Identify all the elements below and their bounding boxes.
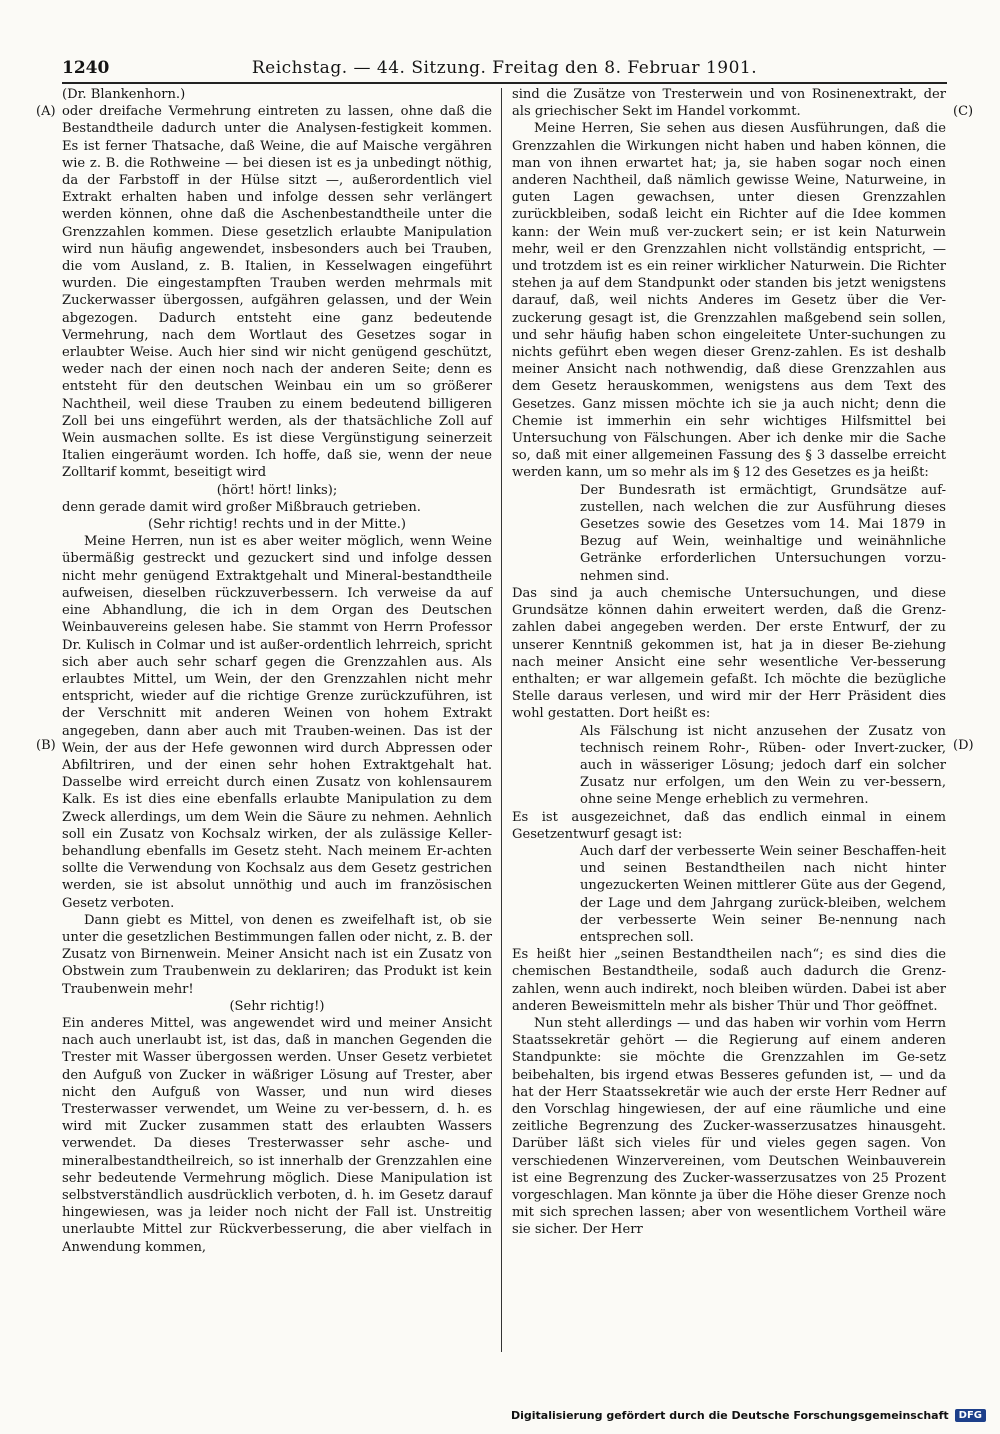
- paragraph: sind die Zusätze von Tresterwein und von Rosinenextrakt, der als griechischer Sekt im Handel vorkommt.: [512, 87, 946, 120]
- column-divider: [501, 88, 502, 1352]
- margin-mark-d: (D): [953, 738, 974, 753]
- margin-mark-b: (B): [36, 738, 56, 753]
- interjection: (Sehr richtig! rechts und in der Mitte.): [148, 517, 406, 533]
- paragraph: Meine Herren, nun ist es aber weiter möglich, wenn Weine übermäßig gestreckt und gezuckert sind und infolge dessen nicht mehr genügend Extraktgehalt und Mineral-bestandtheile aufweisen, dieselben rückzuverbessern. Ich verweise da auf eine Abhandlung, die ich in dem Organ des Deutschen Weinbauvereins gelesen habe. Sie stammt von Herrn Professor Dr. Kulisch in Colmar und ist außer-ordentlich lehrreich, spricht sich aber auch sehr scharf gegen die Grenzzahlen aus. Als erlaubtes Mittel, um Wein, der den Grenzzahlen nicht mehr entspricht, wieder auf die richtige Grenze zurückzuführen, ist der Verschnitt mit anderen Weinen von hohem Extrakt angegeben, dann aber auch mit Trauben-weinen. Das ist der Wein, der aus der Hefe gewonnen wird durch Abpressen oder Abfiltriren, und der einen sehr hohen Extraktgehalt hat. Dasselbe wird erreicht durch einen Zusatz von kohlensaurem Kalk. Es ist dies eine ebenfalls erlaubte Manipulation zu dem Zweck allerdings, um dem Wein die Säure zu nehmen. Aehnlich soll ein Zusatz von Kochsalz wirken, der als zulässige Keller-behandlung ebenfalls im Gesetz steht. Nach meinem Er-achten sollte die Verwendung von Kochsalz aus dem Gesetz gestrichen werden, sie ist absolut unnöthig und auch im französischen Gesetz verboten.: [62, 534, 492, 911]
- page-header: [62, 58, 947, 84]
- margin-mark-a: (A): [36, 104, 56, 119]
- paragraph: Nun steht allerdings — und das haben wir vorhin vom Herrn Staatssekretär gehört — die Regierung auf einem anderen Standpunkte: sie möchte die Grenzzahlen im Ge-setz beibehalten, bis irgend etwas Besseres gefunden ist, — und da hat der Herr Staatssekretär wie auch der erste Herr Redner auf den Vorschlag hingewiesen, der auf eine räumliche und eine zeitliche Begrenzung des Zucker-wasserzusatzes hinausgeht. Darüber läßt sich vieles für und vieles gegen sagen. Von verschiedenen Winzervereinen, vom Deutschen Weinbauverein ist eine Begrenzung des Zucker-wasserzusatzes von 25 Prozent vorgeschlagen. Man könnte ja über die Höhe dieser Grenze noch mit sich sprechen lassen; aber von wesentlichem Vortheil wäre sie sicher. Der Herr: [512, 1015, 946, 1238]
- quotation: Auch darf der verbesserte Wein seiner Beschaffen-heit und seinen Bestandtheilen nach nicht hinter ungezuckerten Weinen mittlerer Güte aus der Gegend, der Lage und dem Jahrgang zurück-bleiben, welchem der verbesserte Wein seiner Be-nennung nach entsprechen soll.: [580, 843, 946, 945]
- paragraph: Dann giebt es Mittel, von denen es zweifelhaft ist, ob sie unter die gesetzlichen Bestimmungen fallen oder nicht, z. B. der Zusatz von Birnenwein. Meiner Ansicht nach ist ein Zusatz von Obstwein zum Traubenwein zu deklariren; das Produkt ist kein Traubenwein mehr!: [62, 912, 492, 997]
- paragraph: Meine Herren, Sie sehen aus diesen Ausführungen, daß die Grenzzahlen die Wirkungen nicht haben und haben können, die man von ihnen erwartet hat; ja, sie haben sogar noch einen anderen Nachtheil, daß nämlich gewisse Weine, Naturweine, in guten Lagen gewachsen, unter diesen Grenzzahlen zurückbleiben, sodaß leicht ein Richter auf die Idee kommen kann: der Wein muß ver-zuckert sein; er ist kein Naturwein mehr, weil er den Grenzzahlen nicht vollständig entspricht, — und trotzdem ist es ein reiner wirklicher Naturwein. Die Richter stehen ja auf dem Standpunkt oder standen bis jetzt wenigstens darauf, daß, weil nichts Anderes im Gesetz über die Ver-zuckerung gesagt ist, die Grenzzahlen maßgebend sein sollen, und sehr häufig haben schon eingeleitete Unter-suchungen zu nichts geführt eben wegen dieser Grenz-zahlen. Es ist deshalb meiner Ansicht nach nothwendig, daß diese Grenzzahlen aus dem Gesetz herauskommen, wenigstens aus dem Text des Gesetzes. Ganz missen möchte ich sie ja auch nicht; denn die Chemie ist immerhin ein sehr wichtiges Hilfsmittel bei Untersuchung von Fälschungen. Aber ich denke mir die Sache so, daß mit einer allgemeinen Fassung des § 3 dasselbe erreicht werden kann, um so mehr als im § 12 des Gesetzes es ja heißt:: [512, 121, 946, 481]
- left-column: [62, 86, 492, 1256]
- margin-mark-c: (C): [953, 104, 974, 119]
- dfg-logo: DFG: [955, 1409, 986, 1422]
- quotation: Als Fälschung ist nicht anzusehen der Zusatz von technisch reinem Rohr-, Rüben- oder Invert-zucker, auch in wässeriger Lösung; jedoch darf ein solcher Zusatz nur erfolgen, um den Wein zu ver-bessern, ohne seine Menge erheblich zu vermehren.: [580, 723, 946, 808]
- paragraph: denn gerade damit wird großer Mißbrauch getrieben.: [62, 499, 421, 515]
- quotation: Der Bundesrath ist ermächtigt, Grundsätze auf-zustellen, nach welchen die zur Ausführung dieses Gesetzes sowie des Gesetzes vom 14. Mai 1879 in Bezug auf Wein, weinhaltige und weinähnliche Getränke erforderlichen Untersuchungen vorzu-nehmen sind.: [580, 482, 946, 584]
- interjection: (hört! hört! links);: [216, 482, 338, 498]
- paragraph: oder dreifache Vermehrung eintreten zu lassen, ohne daß die Bestandtheile dadurch unter die Analysen-festigkeit kommen. Es ist ferner Thatsache, daß Weine, die auf Maische vergähren wie z. B. die Rothweine — bei diesen ist es ja unbedingt nöthig, da der Farbstoff in der Hülse sitzt —, außerordentlich viel Extrakt erhalten haben und infolge dessen sehr verlängert werden können, ohne daß die Aschenbestandtheile unter die Grenzzahlen kommen. Diese gesetzlich erlaubte Manipulation wird nun häufig angewendet, insbesonders auch bei Trauben, die vom Ausland, z. B. Italien, in Kesselwagen eingeführt wurden. Die eingestampften Trauben werden mehrmals mit Zuckerwasser übergossen, aufgähren gelassen, und der Wein abgezogen. Dadurch entsteht eine ganz bedeutende Vermehrung, nach dem Wortlaut des Gesetzes sogar in erlaubter Weise. Auch hier sind wir nicht genügend geschützt, weder nach der einen noch nach der anderen Seite; denn es entsteht für den deutschen Weinbau ein um so größerer Nachtheil, weil diese Trauben zu einem bedeutend billigeren Zoll bei uns eingeführt werden, als der thatsächliche Zoll auf Wein ausmachen sollte. Es ist diese Vergünstigung seinerzeit Italien eingeräumt worden. Ich hoffe, daß sie, wenn der neue Zolltarif kommt, beseitigt wird: [62, 104, 492, 481]
- speaker-name: (Dr. Blankenhorn.): [62, 87, 186, 102]
- interjection: (Sehr richtig!): [229, 998, 325, 1014]
- page-title: Reichstag. — 44. Sitzung. Freitag den 8. Februar 1901.: [251, 58, 758, 78]
- paragraph: Das sind ja auch chemische Untersuchungen, und diese Grundsätze können dahin erweitert werden, daß die Grenz-zahlen dabei angegeben werden. Der erste Entwurf, der zu unserer Kenntniß gekommen ist, hat ja in dieser Be-ziehung nach meiner Ansicht eine sehr wesentliche Ver-besserung enthalten; er war allgemein gefaßt. Ich möchte die bezügliche Stelle daraus verlesen, und wird mir der Herr Präsident dies wohl gestatten. Dort heißt es:: [512, 585, 946, 722]
- paragraph: Es heißt hier „seinen Bestandtheilen nach“; es sind dies die chemischen Bestandtheile, sodaß auch dadurch die Grenz-zahlen, wenn auch indirekt, noch bleiben würden. Dabei ist aber anderen Beweismitteln mehr als bisher Thür und Thor geöffnet.: [512, 947, 946, 1014]
- footer: [511, 1409, 986, 1422]
- right-column: [512, 86, 946, 1239]
- footer-credit: Digitalisierung gefördert durch die Deutsche Forschungsgemeinschaft: [510, 1409, 949, 1422]
- page-number: 1240: [62, 58, 110, 78]
- paragraph: Es ist ausgezeichnet, daß das endlich einmal in einem Gesetzentwurf gesagt ist:: [512, 809, 946, 842]
- paragraph: Ein anderes Mittel, was angewendet wird und meiner Ansicht nach auch unerlaubt ist, ist das, daß in manchen Gegenden die Trester mit Wasser übergossen werden. Unser Gesetz verbietet den Aufguß von Zucker in wäßriger Lösung auf Trester, aber nicht den Aufguß von Wasser, und nun wird dieses Tresterwasser verwendet, um Weine zu ver-bessern, d. h. es wird mit Zucker zusammen statt des erlaubten Wassers verwendet. Da dieses Tresterwasser sehr asche- und mineralbestandtheilreich, so ist innerhalb der Grenzzahlen eine sehr bedeutende Vermehrung möglich. Diese Manipulation ist selbstverständlich ausdrücklich verboten, d. h. im Gesetz darauf hingewiesen, was ja leider noch nicht der Fall ist. Unstreitig unerlaubte Mittel zur Rückverbesserung, die aber vielfach in Anwendung kommen,: [62, 1015, 492, 1255]
